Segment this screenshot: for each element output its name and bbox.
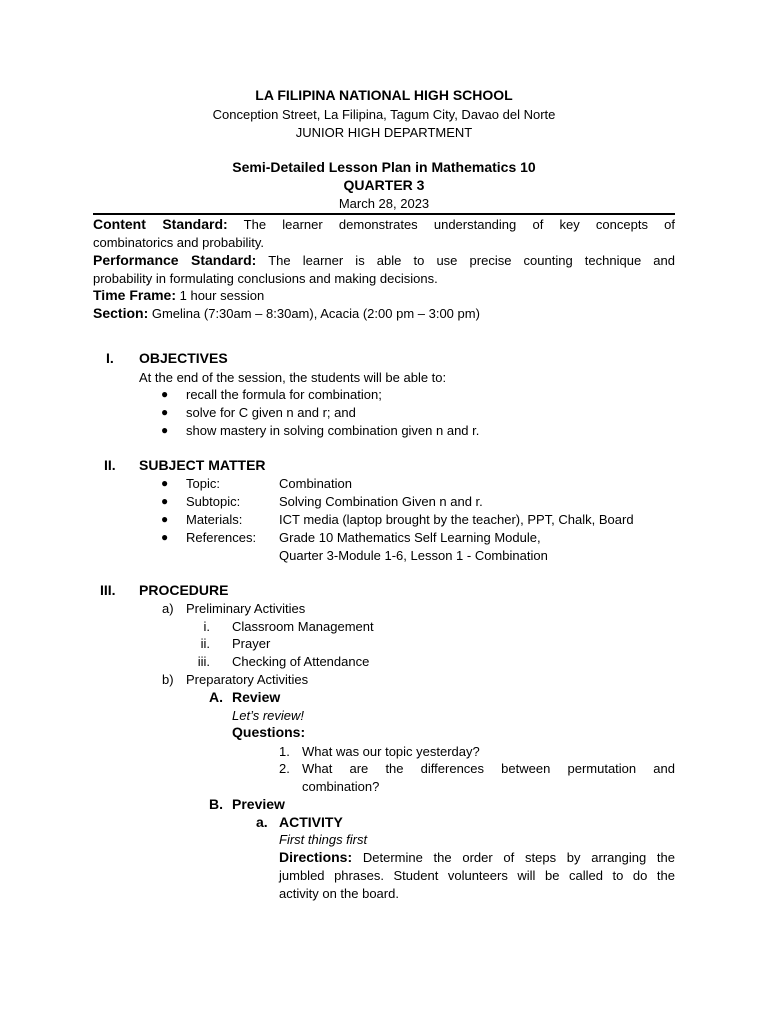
- time-frame-label: Time Frame:: [93, 287, 176, 303]
- subject-row-label: Subtopic:: [186, 494, 241, 509]
- header-divider: [93, 213, 675, 215]
- bullet-icon: ●: [161, 387, 169, 401]
- bullet-icon: ●: [161, 512, 169, 526]
- quarter: QUARTER 3: [343, 177, 425, 193]
- content-standard-text: The learner demonstrates understanding of key concepts of: [243, 217, 675, 232]
- preview-marker: B.: [209, 796, 223, 812]
- section-value: Gmelina (7:30am – 8:30am), Acacia (2:00 pm – 3:00 pm): [151, 306, 480, 321]
- bullet-icon: ●: [161, 423, 169, 437]
- references-line2: Quarter 3-Module 1-6, Lesson 1 - Combination: [279, 548, 548, 563]
- objective-item: show mastery in solving combination given n and r.: [186, 423, 480, 438]
- directions-text: Determine the order of steps by arranging the: [362, 850, 675, 865]
- review-heading: Review: [232, 689, 281, 705]
- department: JUNIOR HIGH DEPARTMENT: [295, 125, 473, 140]
- subject-row-value: Solving Combination Given n and r.: [279, 494, 483, 509]
- prelim-marker: a): [162, 601, 174, 616]
- review-marker: A.: [209, 689, 223, 705]
- objectives-heading: OBJECTIVES: [139, 350, 228, 366]
- time-frame-value: 1 hour session: [179, 288, 265, 303]
- directions-line3: activity on the board.: [279, 886, 399, 901]
- content-standard-line2: combinatorics and probability.: [93, 235, 265, 250]
- subject-matter-number: II.: [104, 457, 116, 473]
- activity-heading: ACTIVITY: [279, 814, 343, 830]
- question-text-line2: combination?: [302, 779, 380, 794]
- review-subtitle: Let’s review!: [232, 708, 305, 723]
- time-frame: [93, 287, 264, 304]
- section-label: Section:: [93, 305, 149, 321]
- content-standard-label: Content Standard:: [93, 216, 228, 232]
- subject-row-label: References:: [186, 530, 257, 545]
- subject-row-label: Topic:: [186, 476, 220, 491]
- directions-label: Directions:: [279, 849, 353, 865]
- prelim-item: Prayer: [232, 636, 271, 651]
- lesson-plan-title: Semi-Detailed Lesson Plan in Mathematics 10: [232, 159, 536, 175]
- prelim-label: Preliminary Activities: [186, 601, 306, 616]
- question-text: What are the differences between permutation and: [302, 761, 675, 776]
- objective-item: recall the formula for combination;: [186, 387, 382, 402]
- prelim-item-number: i.: [203, 619, 210, 634]
- question-number: 1.: [279, 744, 290, 759]
- activity-subtitle: First things first: [279, 832, 368, 847]
- prelim-item-number: iii.: [197, 654, 210, 669]
- objectives-intro: At the end of the session, the students will be able to:: [139, 370, 447, 385]
- performance-standard-text: The learner is able to use precise counting technique and: [268, 253, 675, 268]
- procedure-number: III.: [100, 582, 116, 598]
- preparatory-label: Preparatory Activities: [186, 672, 309, 687]
- school-address: Conception Street, La Filipina, Tagum City, Davao del Norte: [212, 107, 556, 122]
- questions-label: Questions:: [232, 724, 306, 740]
- lesson-date: March 28, 2023: [338, 196, 430, 211]
- subject-row-value: Combination: [279, 476, 352, 491]
- bullet-icon: ●: [161, 530, 169, 544]
- content-standard-line1: [93, 216, 675, 233]
- performance-standard-label: Performance Standard:: [93, 252, 257, 268]
- preview-heading: Preview: [232, 796, 285, 812]
- subject-matter-heading: SUBJECT MATTER: [139, 457, 266, 473]
- procedure-heading: PROCEDURE: [139, 582, 229, 598]
- activity-marker: a.: [256, 814, 268, 830]
- preparatory-marker: b): [162, 672, 174, 687]
- prelim-item-number: ii.: [200, 636, 210, 651]
- performance-standard-line1: [93, 252, 675, 269]
- question-text: What was our topic yesterday?: [302, 744, 480, 759]
- directions-line1: [279, 849, 675, 866]
- subject-row-label: Materials:: [186, 512, 243, 527]
- section: [93, 305, 480, 322]
- prelim-item: Checking of Attendance: [232, 654, 370, 669]
- school-name: LA FILIPINA NATIONAL HIGH SCHOOL: [255, 87, 513, 103]
- performance-standard-line2: probability in formulating conclusions and making decisions.: [93, 271, 438, 286]
- objectives-number: I.: [106, 350, 114, 366]
- bullet-icon: ●: [161, 405, 169, 419]
- prelim-item: Classroom Management: [232, 619, 374, 634]
- subject-row-value: Grade 10 Mathematics Self Learning Module,: [279, 530, 541, 545]
- directions-line2: jumbled phrases. Student volunteers will be called to do the: [279, 868, 675, 883]
- question-number: 2.: [279, 761, 290, 776]
- subject-row-value: ICT media (laptop brought by the teacher), PPT, Chalk, Board: [279, 512, 634, 527]
- bullet-icon: ●: [161, 476, 169, 490]
- bullet-icon: ●: [161, 494, 169, 508]
- objective-item: solve for C given n and r; and: [186, 405, 356, 420]
